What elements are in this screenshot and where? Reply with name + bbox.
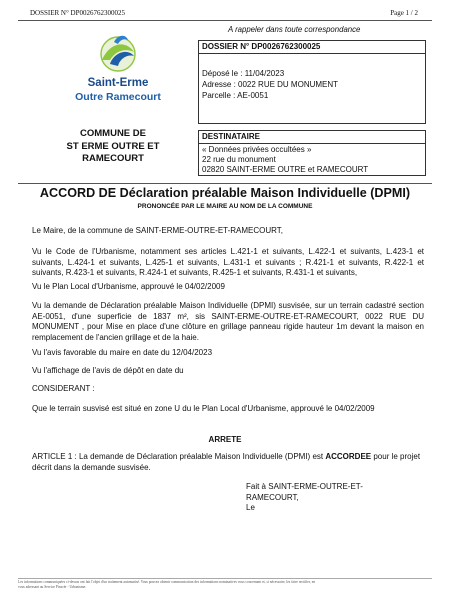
title-divider xyxy=(18,183,432,184)
vu-demande-paragraph: Vu la demande de Déclaration préalable Maison Individuelle (DPMI) susvisée, sur un terrain cadastré section AE-0051, d'une superficie de 1837 m², sis SAINT-ERME-OUTRE-ET-RAMECOURT, 0022 RUE DU MONUMENT , pour Mise en place d'une clôture en grillage panneau rigide hauteur 1m devant la maison en remplacement de l'ancien grillage et de la haie. xyxy=(32,301,424,342)
dossier-address: Adresse : 0022 RUE DU MONUMENT xyxy=(202,80,339,89)
correspondence-reminder: A rappeler dans toute correspondance xyxy=(228,25,361,34)
commune-line-1: COMMUNE DE xyxy=(80,128,146,139)
signature-date: Le xyxy=(246,503,255,513)
header-page-number: Page 1 / 2 xyxy=(390,9,418,17)
commune-name xyxy=(40,128,186,166)
logo-text-line1: Saint-Erme xyxy=(87,77,149,89)
considerant-label: CONSIDERANT : xyxy=(32,384,95,393)
intro-paragraph: Le Maire, de la commune de SAINT-ERME-OUTRE-ET-RAMECOURT, xyxy=(32,226,284,235)
destinataire-city: 02820 SAINT-ERME OUTRE et RAMECOURT xyxy=(202,165,369,174)
terrain-paragraph: Que le terrain susvisé est situé en zone U du le Plan Local d'Urbanisme, approuvé le 04/02/2009 xyxy=(32,404,375,413)
signature-block xyxy=(246,482,426,514)
vu-avis-paragraph: Vu l'avis favorable du maire en date du 12/04/2023 xyxy=(32,348,213,357)
signature-place: Fait à SAINT-ERME-OUTRE-ET- xyxy=(246,482,363,491)
header-divider xyxy=(18,20,432,21)
vu-code-paragraph: Vu le Code de l'Urbanisme, notamment ses articles L.421-1 et suivants, L.422-1 et suivants, L.423-1 et suivants, L.424-1 et suivants, L.425-1 et suivants, L.431-1 et suivants ; R.421-1 et suivants, R.422-1 et suivants, R.423-1 et suivants, R.424-1 et suivants, R.425-1 et suivants, R.431-1 et suivants, xyxy=(32,247,424,278)
logo-text-line2: Outre Ramecourt xyxy=(75,91,161,103)
commune-logo-graphic xyxy=(70,30,166,120)
header-dossier-number: DOSSIER N° DP0026762300025 xyxy=(30,9,125,17)
destinataire-street: 22 rue du monument xyxy=(202,155,276,164)
arrete-heading: ARRETE xyxy=(208,435,242,444)
article-1-text-end: pour le projet décrit dans la demande susvisée. xyxy=(32,452,421,472)
dossier-box-title: DOSSIER N° DP0026762300025 xyxy=(199,41,425,54)
depot-date: Déposé le : 11/04/2023 xyxy=(202,69,285,78)
signature-place-cont: RAMECOURT, xyxy=(246,492,299,502)
vu-plan-paragraph: Vu le Plan Local d'Urbanisme, approuvé le 04/02/2009 xyxy=(32,282,225,291)
footer-line-2: vous adressant au Service Pinscér - Urbanisme. xyxy=(18,585,87,589)
footer-divider xyxy=(18,578,432,579)
dossier-info-box xyxy=(198,40,426,124)
destinataire-box xyxy=(198,130,426,176)
commune-line-3: RAMECOURT xyxy=(82,153,144,164)
decision-subtitle: PRONONCÉE PAR LE MAIRE AU NOM DE LA COMMUNE xyxy=(137,203,313,210)
footer-notice xyxy=(18,580,432,590)
dossier-parcel: Parcelle : AE-0051 xyxy=(202,91,269,100)
vu-affichage-paragraph: Vu l'affichage de l'avis de dépôt en date du xyxy=(32,366,184,375)
destinataire-title: DESTINATAIRE xyxy=(199,131,425,144)
footer-line-1: Les informations communiquées ci-dessus ont fait l'objet d'un traitement automatisé. Vous pouvez obtenir communication des informations nominatives vous concernant et, si nécessaire, les faire rectifier, en xyxy=(18,580,316,584)
article-1-accordee: ACCORDEE xyxy=(325,452,372,461)
destinataire-name: « Données privées occultées » xyxy=(202,145,312,154)
commune-logo xyxy=(70,30,166,120)
decision-title: ACCORD DE Déclaration préalable Maison Individuelle (DPMI) xyxy=(39,186,411,200)
article-1-paragraph xyxy=(32,452,424,473)
article-1-text-start: ARTICLE 1 : La demande de Déclaration préalable Maison Individuelle (DPMI) est xyxy=(32,452,326,461)
commune-line-2: ST ERME OUTRE ET xyxy=(66,140,160,152)
